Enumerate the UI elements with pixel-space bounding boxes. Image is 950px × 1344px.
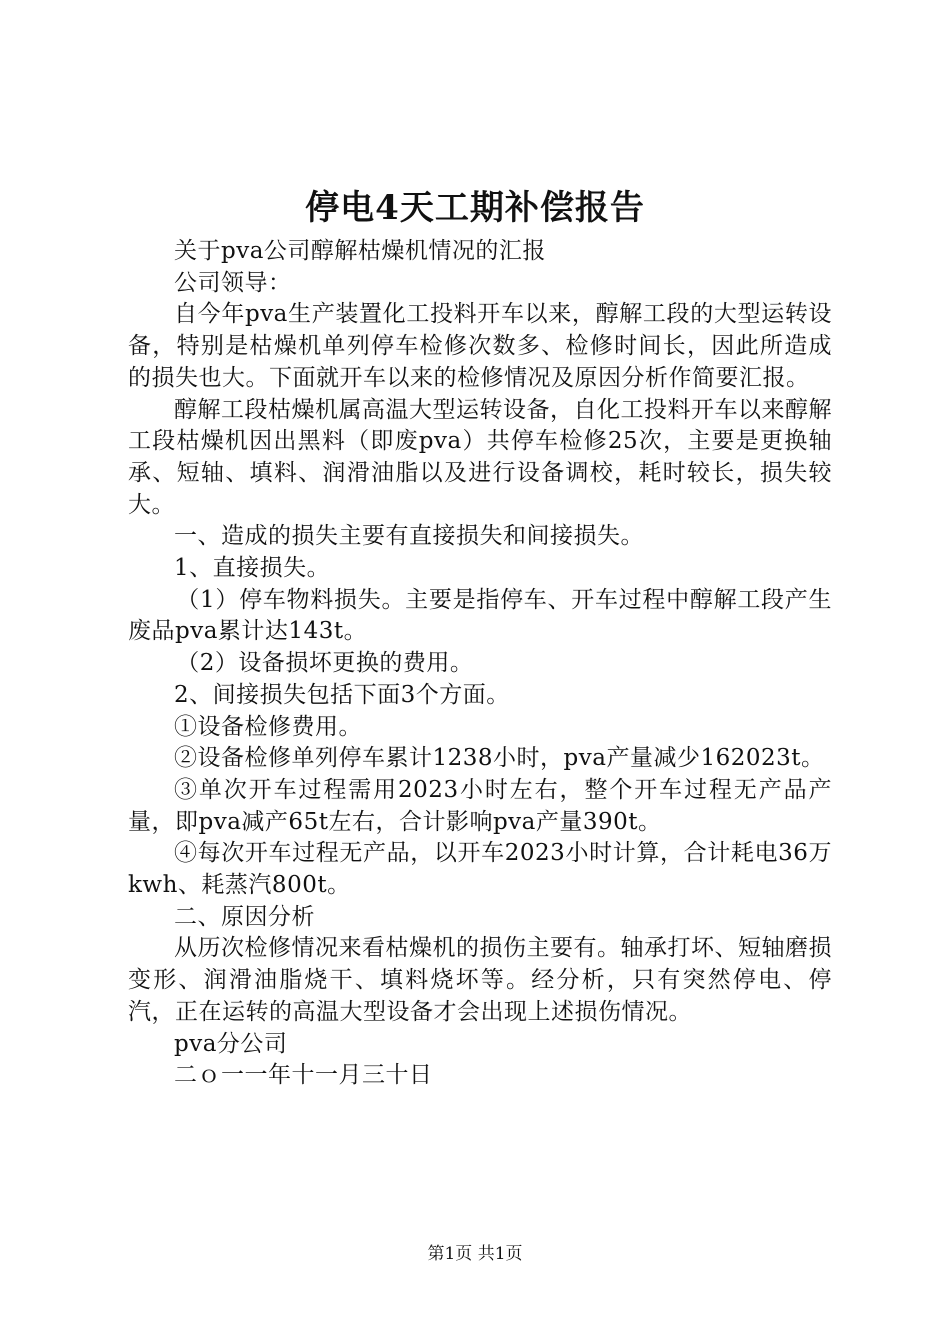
- indirect-loss-item-4: ④每次开车过程无产品，以开车2023小时计算，合计耗电36万kwh、耗蒸汽800t。: [128, 840, 832, 899]
- background-paragraph: 醇解工段枯燥机属高温大型运转设备，自化工投料开车以来醇解工段枯燥机因出黑料（即废pva）共停车检修25次，主要是更换轴承、短轴、填料、润滑油脂以及进行设备调校，耗时较长，损失较大。: [128, 396, 832, 518]
- page-number-footer: 第1页 共1页: [427, 1244, 523, 1264]
- subject-line: 关于pva公司醇解枯燥机情况的汇报: [174, 238, 546, 264]
- cause-paragraph: 从历次检修情况来看枯燥机的损伤主要有。轴承打坏、短轴磨损变形、润滑油脂烧干、填料烧坏等。经分析，只有突然停电、停汽，正在运转的高温大型设备才会出现上述损伤情况。: [128, 935, 832, 1025]
- direct-loss-item-2: （2）设备损坏更换的费用。: [176, 650, 474, 677]
- indirect-loss-item-1: ①设备检修费用。: [174, 713, 362, 740]
- subheading-direct-loss: 1、直接损失。: [174, 555, 331, 582]
- indirect-loss-item-2: ②设备检修单列停车累计1238小时，pva产量减少162023t。: [174, 745, 825, 772]
- subheading-indirect-loss: 2、间接损失包括下面3个方面。: [174, 681, 510, 708]
- document-body: [128, 236, 832, 1092]
- intro-paragraph: 自今年pva生产装置化工投料开车以来，醇解工段的大型运转设备，特别是枯燥机单列停车检修次数多、检修时间长，因此所造成的损失也大。下面就开车以来的检修情况及原因分析作简要汇报。: [128, 301, 832, 391]
- section-heading-cause: 二、原因分析: [174, 903, 315, 930]
- salutation: 公司领导：: [174, 269, 292, 296]
- section-heading-losses: 一、造成的损失主要有直接损失和间接损失。: [174, 523, 644, 550]
- document-title: 停电4天工期补偿报告: [305, 188, 645, 228]
- indirect-loss-item-3: ③单次开车过程需用2023小时左右，整个开车过程无产品产量，即pva减产65t左右，合计影响pva产量390t。: [128, 776, 832, 835]
- direct-loss-item-1: （1）停车物料损失。主要是指停车、开车过程中醇解工段产生废品pva累计达143t。: [128, 586, 832, 645]
- signature-company: pva分公司: [174, 1030, 288, 1057]
- signature-date: 二ｏ一一年十一月三十日: [174, 1062, 433, 1089]
